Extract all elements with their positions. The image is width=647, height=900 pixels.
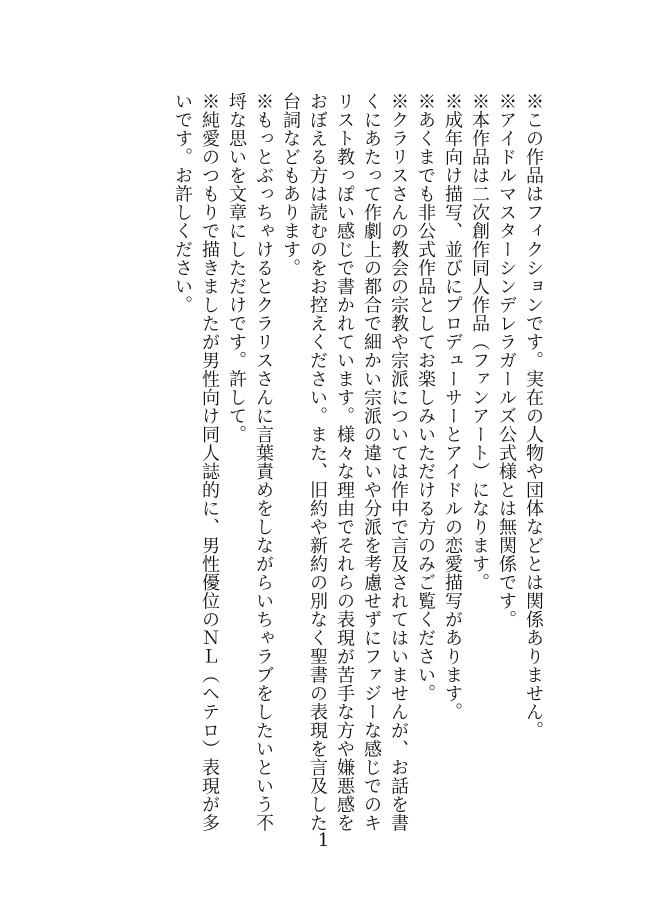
notice-paragraph-fan-work: ※本作品は二次創作同人作品（ファンアート）になります。 bbox=[469, 92, 490, 592]
notice-paragraph-unofficial-relation: ※アイドルマスターシンデレラガールズ公式様とは無関係です。 bbox=[496, 92, 517, 629]
page-number: 1 bbox=[317, 830, 330, 851]
notice-paragraph-fiction: ※この作品はフィクションです。実在の人物や団体などとは関係ありません。 bbox=[523, 92, 544, 740]
notice-paragraph-intent: ※もっとぶっちゃけるとクラリスさんに言葉責めをしながらいちゃラブをしたいという不埒な思いを文章にしただけです。許して。 bbox=[226, 92, 274, 832]
notice-paragraph-adult-content: ※成年向け描写、並びにプロデューサーとアイドルの恋愛描写があります。 bbox=[442, 92, 463, 721]
notice-paragraph-religion: ※クラリスさんの教会の宗教や宗派については作中で言及されてはいませんが、お話を書くにあたって作劇上の都合で細かい宗派の違いや分派を考慮せずにファジーな感じでのキリスト教っぽい感じで書かれています。様々な理由でそれらの表現が苦手な方や嫌悪感をおぼえる方は読むのをお控えください。また、旧約や新約の別なく聖書の表現を言及した台詞などもあります。 bbox=[280, 92, 409, 832]
notice-paragraph-expression: ※純愛のつもりで描きましたが男性向け同人誌的に、男性優位のＮＬ（ヘテロ）表現が多いです。お許しください。 bbox=[172, 92, 220, 832]
notice-paragraph-unofficial-enjoy: ※あくまでも非公式作品としてお楽しみいただける方のみご覧ください。 bbox=[415, 92, 436, 703]
notice-text-block bbox=[107, 92, 547, 832]
